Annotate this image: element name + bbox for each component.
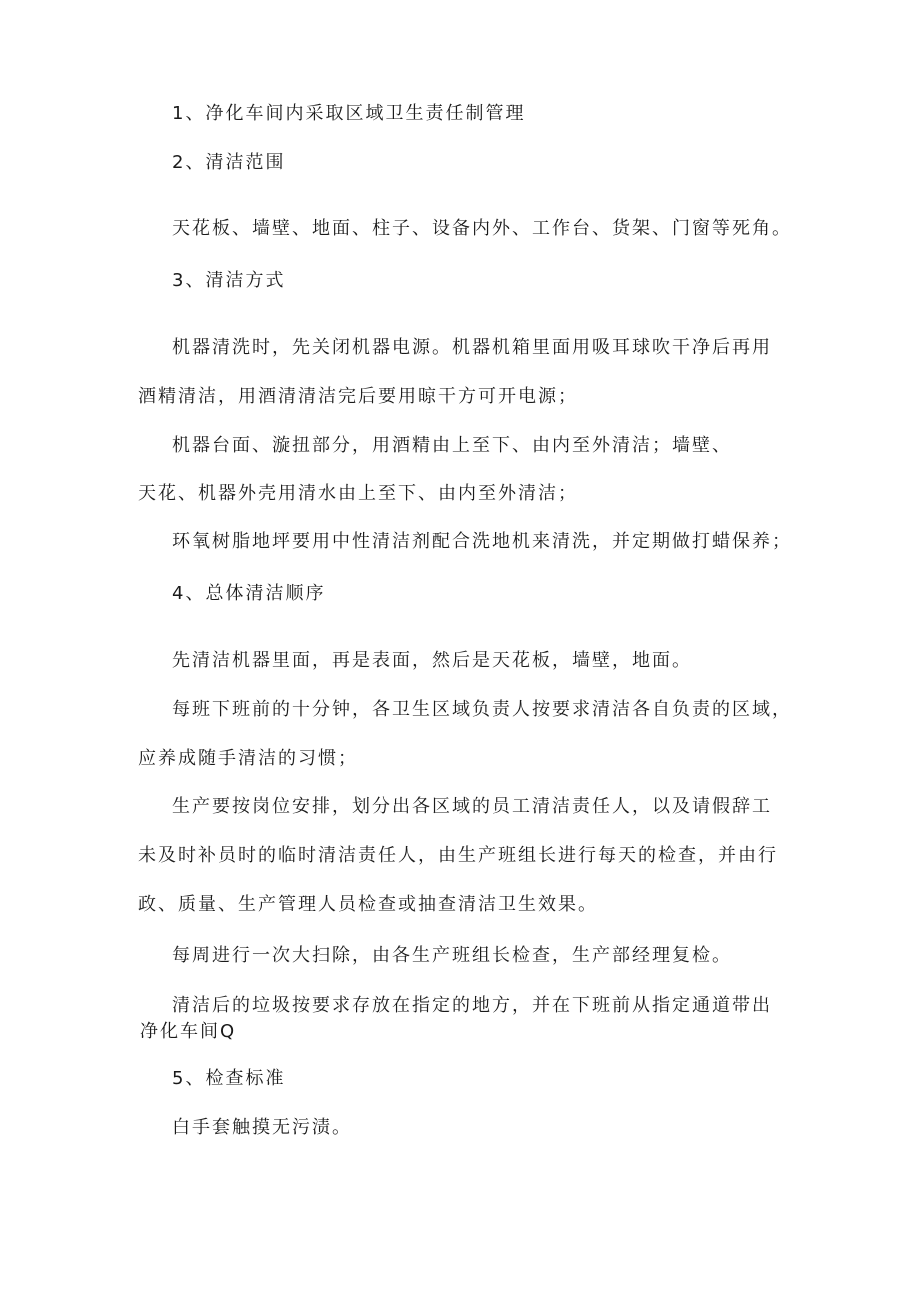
- section-3-paragraph-2-line-2: 天花、机器外壳用清水由上至下、由内至外清洁；: [138, 483, 578, 504]
- section-3-title: 3、清洁方式: [172, 270, 286, 291]
- section-5-title: 5、检查标准: [172, 1068, 286, 1089]
- section-4-title: 4、总体清洁顺序: [172, 583, 326, 604]
- section-4-paragraph-4: 每周进行一次大扫除，由各生产班组长检查，生产部经理复检。: [172, 945, 732, 966]
- section-4-paragraph-5-line-1: 清洁后的垃圾按要求存放在指定的地方，并在下班前从指定通道带出: [172, 995, 772, 1016]
- section-4-paragraph-1: 先清洁机器里面，再是表面，然后是天花板，墙壁，地面。: [172, 650, 692, 671]
- section-4-paragraph-5-line-2: 净化车间Q: [140, 1021, 237, 1042]
- section-3-paragraph-1-line-2: 酒精清洁，用酒清清洁完后要用晾干方可开电源；: [138, 386, 578, 407]
- section-2-scope: 天花板、墙壁、地面、柱子、设备内外、工作台、货架、门窗等死角。: [172, 218, 792, 239]
- section-2-title: 2、清洁范围: [172, 152, 286, 173]
- section-1-title: 1、净化车间内采取区域卫生责任制管理: [172, 103, 526, 124]
- section-3-paragraph-2-line-1: 机器台面、漩扭部分，用酒精由上至下、由内至外清洁；墙壁、: [172, 435, 732, 456]
- section-4-paragraph-2-line-1: 每班下班前的十分钟，各卫生区域负责人按要求清洁各自负责的区域，: [172, 699, 792, 720]
- section-4-paragraph-2-line-2: 应养成随手清洁的习惯；: [138, 748, 358, 769]
- section-3-paragraph-1-line-1: 机器清洗时，先关闭机器电源。机器机箱里面用吸耳球吹干净后再用: [172, 337, 772, 358]
- section-4-paragraph-3-line-3: 政、质量、生产管理人员检查或抽查清洁卫生效果。: [138, 894, 598, 915]
- section-4-paragraph-3-line-1: 生产要按岗位安排，划分出各区域的员工清洁责任人，以及请假辞工: [172, 796, 772, 817]
- section-5-paragraph-1: 白手套触摸无污渍。: [172, 1117, 352, 1138]
- section-4-paragraph-3-line-2: 未及时补员时的临时清洁责任人，由生产班组长进行每天的检查，并由行: [138, 845, 778, 866]
- section-3-paragraph-3: 环氧树脂地坪要用中性清洁剂配合洗地机来清洗，并定期做打蜡保养；: [172, 531, 792, 552]
